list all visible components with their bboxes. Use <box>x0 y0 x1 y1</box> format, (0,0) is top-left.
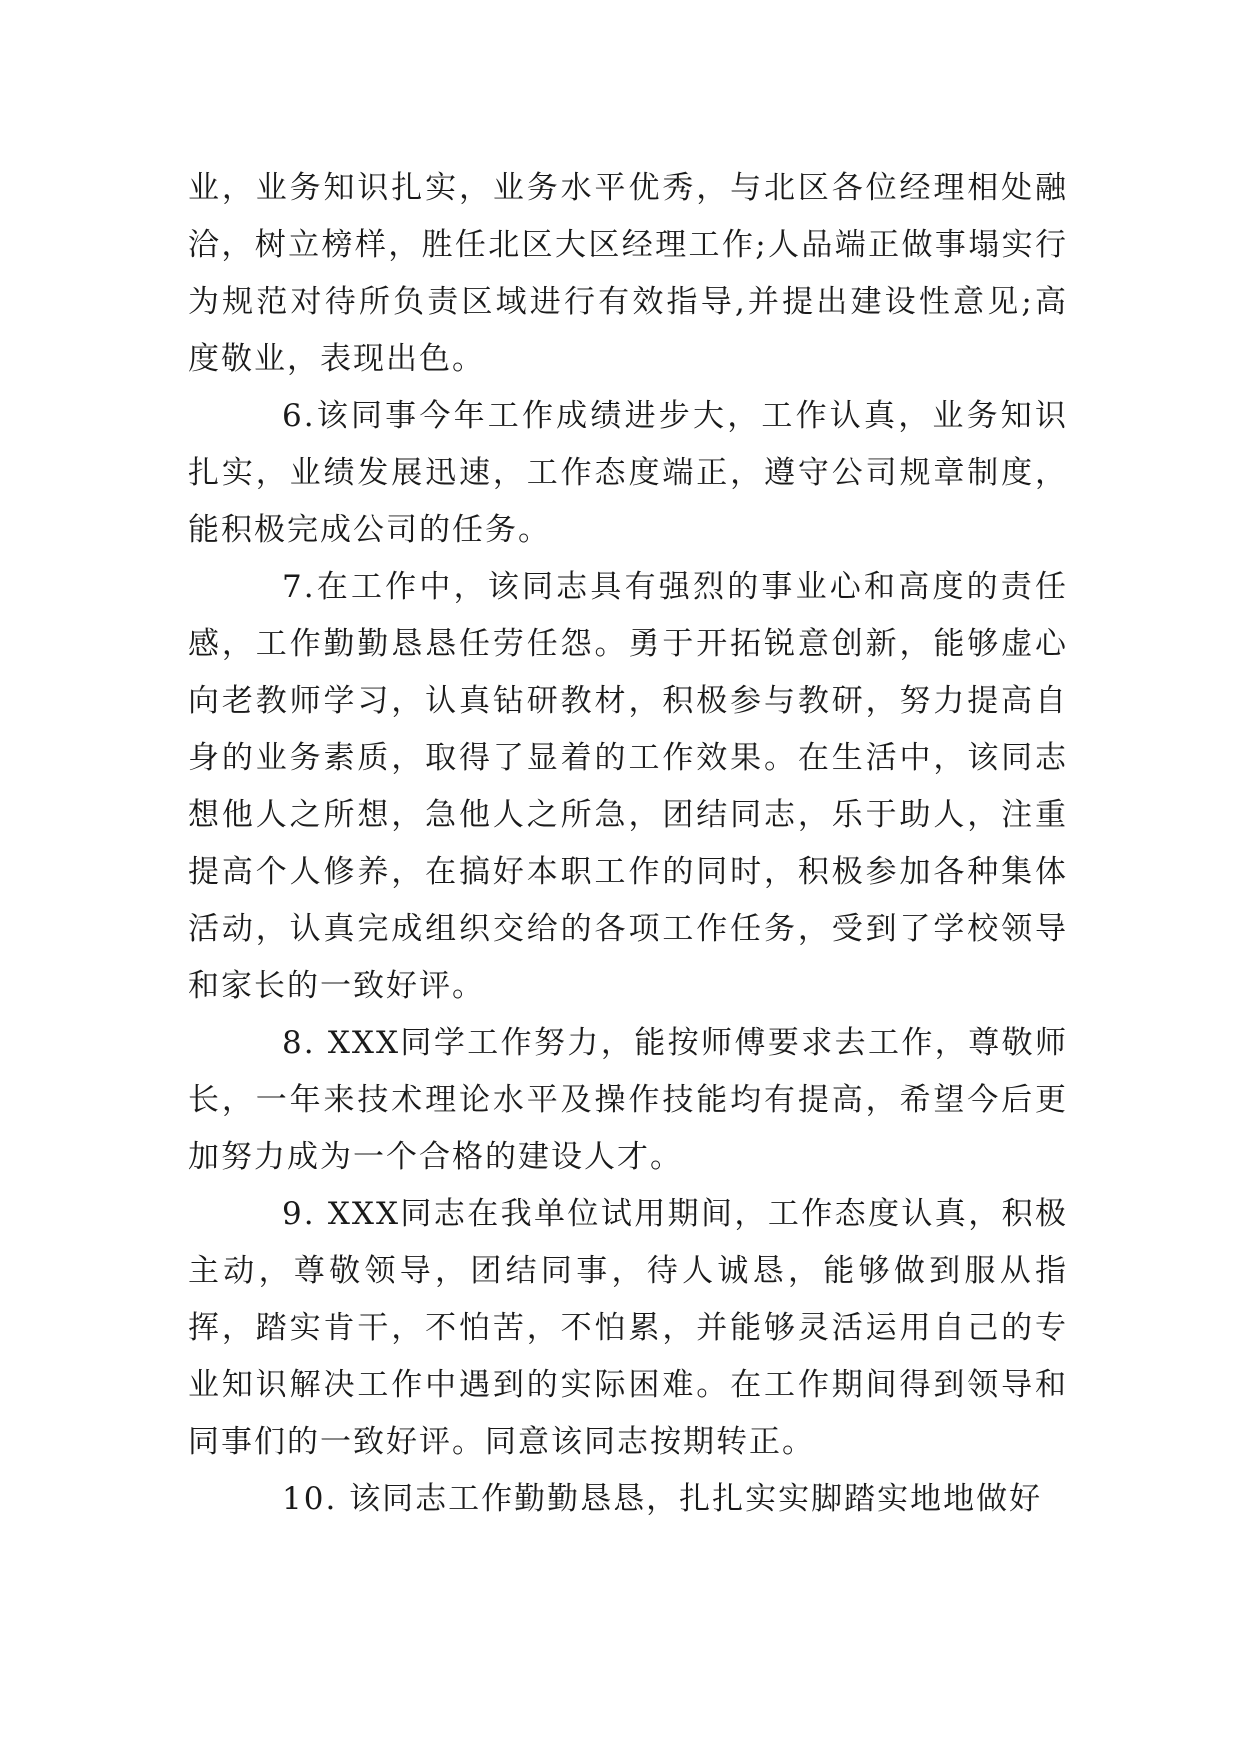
document-body <box>188 160 1068 1528</box>
paragraph-item-7: 7.在工作中，该同志具有强烈的事业心和高度的责任感，工作勤勤恳恳任劳任怨。勇于开拓锐意创新，能够虚心向老教师学习，认真钻研教材，积极参与教研，努力提高自身的业务素质，取得了显着的工作效果。在生活中，该同志想他人之所想，急他人之所急，团结同志，乐于助人，注重提高个人修养，在搞好本职工作的同时，积极参加各种集体活动，认真完成组织交给的各项工作任务，受到了学校领导和家长的一致好评。 <box>188 569 1068 1004</box>
paragraph-item-6: 6.该同事今年工作成绩进步大，工作认真，业务知识扎实，业绩发展迅速，工作态度端正，遵守公司规章制度，能积极完成公司的任务。 <box>188 398 1068 548</box>
paragraph-item-9: 9. XXX同志在我单位试用期间，工作态度认真，积极主动，尊敬领导，团结同事，待人诚恳，能够做到服从指挥，踏实肯干，不怕苦，不怕累，并能够灵活运用自己的专业知识解决工作中遇到的实际困难。在工作期间得到领导和同事们的一致好评。同意该同志按期转正。 <box>188 1196 1068 1460</box>
paragraph-continuation: 业，业务知识扎实，业务水平优秀，与北区各位经理相处融洽，树立榜样，胜任北区大区经理工作;人品端正做事塌实行为规范对待所负责区域进行有效指导,并提出建设性意见;高度敬业，表现出色。 <box>188 170 1068 377</box>
paragraph-item-8: 8. XXX同学工作努力，能按师傅要求去工作，尊敬师长，一年来技术理论水平及操作技能均有提高，希望今后更加努力成为一个合格的建设人才。 <box>188 1025 1068 1175</box>
paragraph-item-10: 10. 该同志工作勤勤恳恳，扎扎实实脚踏实地地做好 <box>282 1481 1043 1517</box>
